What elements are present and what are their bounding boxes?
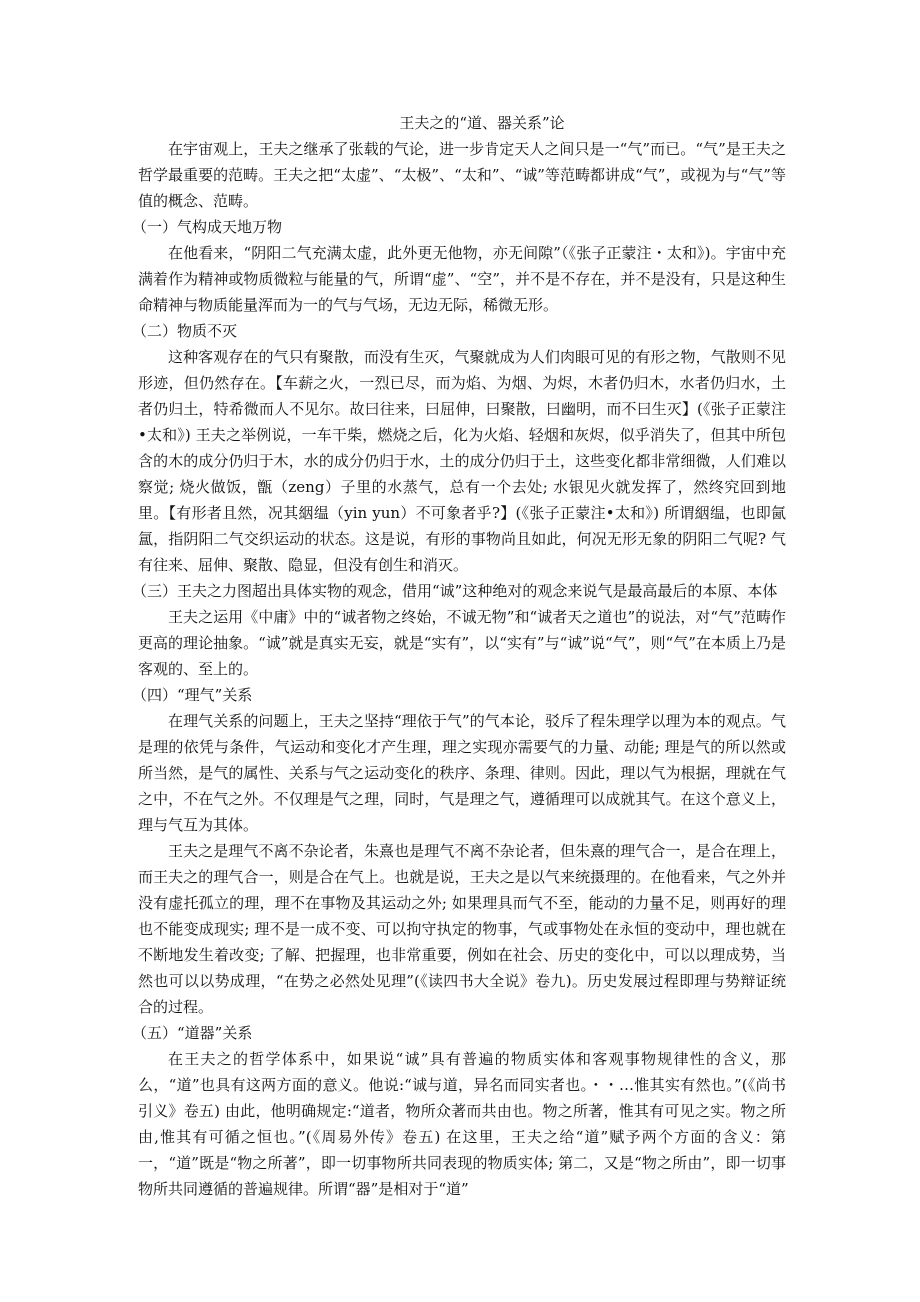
section-heading-1: （一）气构成天地万物 (132, 218, 283, 236)
section-heading-2: （二）物质不灭 (132, 322, 238, 340)
paragraph-1: 在他看来，“阴阳二气充满太虚，此外更无他物，亦无间隙”（《张子正蒙注・太和》)。宇宙中充满着作为精神或物质微粒与能量的气，所谓“虚”、“空”，并不是不存在，并不是没有，只是这种生命精神与物质能量浑而为一的气与气场，无边无际，稀微无形。 (138, 244, 786, 314)
document-title: 王夫之的“道、器关系”论 (399, 114, 565, 132)
document-page (132, 110, 786, 1202)
section-heading-5: （五）“道器”关系 (132, 1024, 253, 1042)
paragraph-3: 王夫之运用《中庸》中的“诚者物之终始，不诚无物”和“诚者天之道也”的说法，对“气”范畴作更高的理论抽象。“诚”就是真实无妄，就是“实有”，以“实有”与“诚”说“气”，则“气”在本质上乃是客观的、至上的。 (138, 608, 786, 678)
paragraph-intro: 在宇宙观上，王夫之继承了张载的气论，进一步肯定天人之间只是一“气”而已。“气”是王夫之哲学最重要的范畴。王夫之把“太虚”、“太极”、“太和”、“诚”等范畴都讲成“气”，或视为与“气”等值的概念、范畴。 (138, 140, 786, 210)
paragraph-4b: 王夫之是理气不离不杂论者，朱熹也是理气不离不杂论者，但朱熹的理气合一，是合在理上，而王夫之的理气合一，则是合在气上。也就是说，王夫之是以气来统摄理的。在他看来，气之外并没有虚托孤立的理，理不在事物及其运动之外; 如果理具而气不至，能动的力量不足，则再好的理也不能变成现实; 理不是一成不变、可以拘守执定的物事，气或事物处在永恒的变动中，理也就在不断地发生着改变; 了解、把握理，也非常重要，例如在社会、历史的变化中，可以以理成势，当然也可以以势成理，“在势之必然处见理”(《读四书大全说》卷九)。历史发展过程即理与势辩证统合的过程。 (138, 842, 786, 1016)
section-heading-3: （三）王夫之力图超出具体实物的观念，借用“诚”这种绝对的观念来说气是最高最后的本原、本体 (132, 582, 778, 600)
section-heading-4: （四）“理气”关系 (132, 686, 253, 704)
paragraph-2: 这种客观存在的气只有聚散，而没有生灭，气聚就成为人们肉眼可见的有形之物，气散则不见形迹，但仍然存在。【车薪之火，一烈已尽，而为焰、为烟、为烬，木者仍归木，水者仍归水，土者仍归土，特希微而人不见尔。故曰往来，曰屈伸，曰聚散，曰幽明，而不曰生灭】(《张子正蒙注•太和》) 王夫之举例说，一车干柴，燃烧之后，化为火焰、轻烟和灰烬，似乎消失了，但其中所包含的木的成分仍归于木，水的成分仍归于水，土的成分仍归于土，这些变化都非常细微，人们难以察觉; 烧火做饭，甑（zeng）子里的水蒸气，总有一个去处; 水银见火就发挥了，然终究回到地里。【有形者且然，况其絪缊（yin yun）不可象者乎?】(《张子正蒙注•太和》) 所谓絪缊，也即氤氲，指阴阳二气交织运动的状态。这是说，有形的事物尚且如此，何况无形无象的阴阳二气呢? 气有往来、屈伸、聚散、隐显，但没有创生和消灭。 (138, 348, 786, 574)
paragraph-5: 在王夫之的哲学体系中，如果说“诚”具有普遍的物质实体和客观事物规律性的含义，那么，“道”也具有这两方面的意义。他说:“诚与道，异名而同实者也。・・…惟其实有然也。”(《尚书引义》卷五) 由此，他明确规定:“道者，物所众著而共由也。物之所著，惟其有可见之实。物之所由,惟其有可循之恒也。”(《周易外传》卷五) 在这里，王夫之给“道”赋予两个方面的含义：第一，“道”既是“物之所著”，即一切事物所共同表现的物质实体; 第二，又是“物之所由”，即一切事物所共同遵循的普遍规律。所谓“器”是相对于“道” (138, 1050, 786, 1198)
paragraph-4a: 在理气关系的问题上，王夫之坚持“理依于气”的气本论，驳斥了程朱理学以理为本的观点。气是理的依凭与条件，气运动和变化才产生理，理之实现亦需要气的力量、动能; 理是气的所以然或所当然，是气的属性、关系与气之运动变化的秩序、条理、律则。因此，理以气为根据，理就在气之中，不在气之外。不仅理是气之理，同时，气是理之气，遵循理可以成就其气。在这个意义上，理与气互为其体。 (138, 712, 786, 834)
